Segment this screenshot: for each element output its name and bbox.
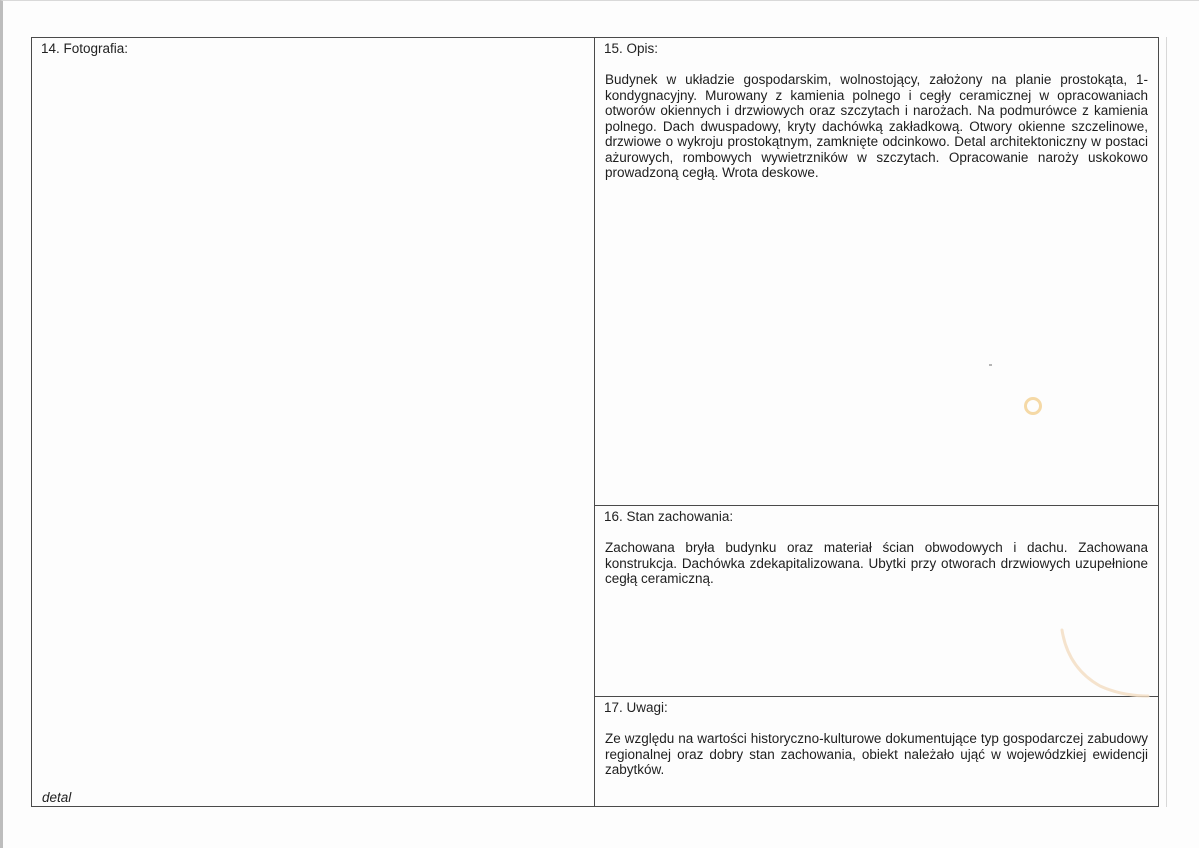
remarks-field bbox=[595, 697, 1158, 806]
condition-text: Zachowana bryła budynku oraz materiał ścian obwodowych i dachu. Zachowana konstrukcja. Dachówka zdekapitalizowana. Ubytki przy otworach drzwiowych uzupełnione cegłą ceramiczną. bbox=[605, 540, 1148, 586]
description-text: Budynek w układzie gospodarskim, wolnostojący, założony na planie prostokąta, 1-kondygnacyjny. Murowany z kamienia polnego i cegły ceramicznej w opracowaniach otworów okiennych i drzwiowych oraz szczytach i narożach. Na podmurówce z kamienia polnego. Dach dwuspadowy, kryty dachówką zakładkową. Otwory okienne szczelinowe, drzwiowe o wykroju prostokątnym, zamknięte odcinkowo. Detal architektoniczny w postaci ażurowych, rombowych wywietrzników w szczytach. Opracowanie naroży uskokowo prowadzoną cegłą. Wrota deskowe. bbox=[605, 72, 1148, 180]
scan-speck bbox=[989, 364, 992, 366]
margin-line bbox=[1166, 37, 1167, 807]
photo-field-title: 14. Fotografia: bbox=[41, 41, 129, 56]
remarks-field-title: 17. Uwagi: bbox=[604, 700, 668, 715]
photo-caption: detal bbox=[42, 790, 72, 805]
scan-stain-ring bbox=[1024, 397, 1042, 415]
photo-field bbox=[32, 38, 595, 806]
condition-field-title: 16. Stan zachowania: bbox=[604, 509, 734, 524]
scan-stain-stroke bbox=[1060, 628, 1150, 698]
description-field-title: 15. Opis: bbox=[604, 41, 659, 56]
description-field bbox=[595, 38, 1158, 506]
record-card-form bbox=[31, 37, 1159, 807]
remarks-text: Ze względu na wartości historyczno-kulturowe dokumentujące typ gospodarczej zabudowy regionalnej oraz dobry stan zachowania, obiekt należało ująć w wojewódzkiej ewidencji zabytków. bbox=[605, 731, 1148, 777]
